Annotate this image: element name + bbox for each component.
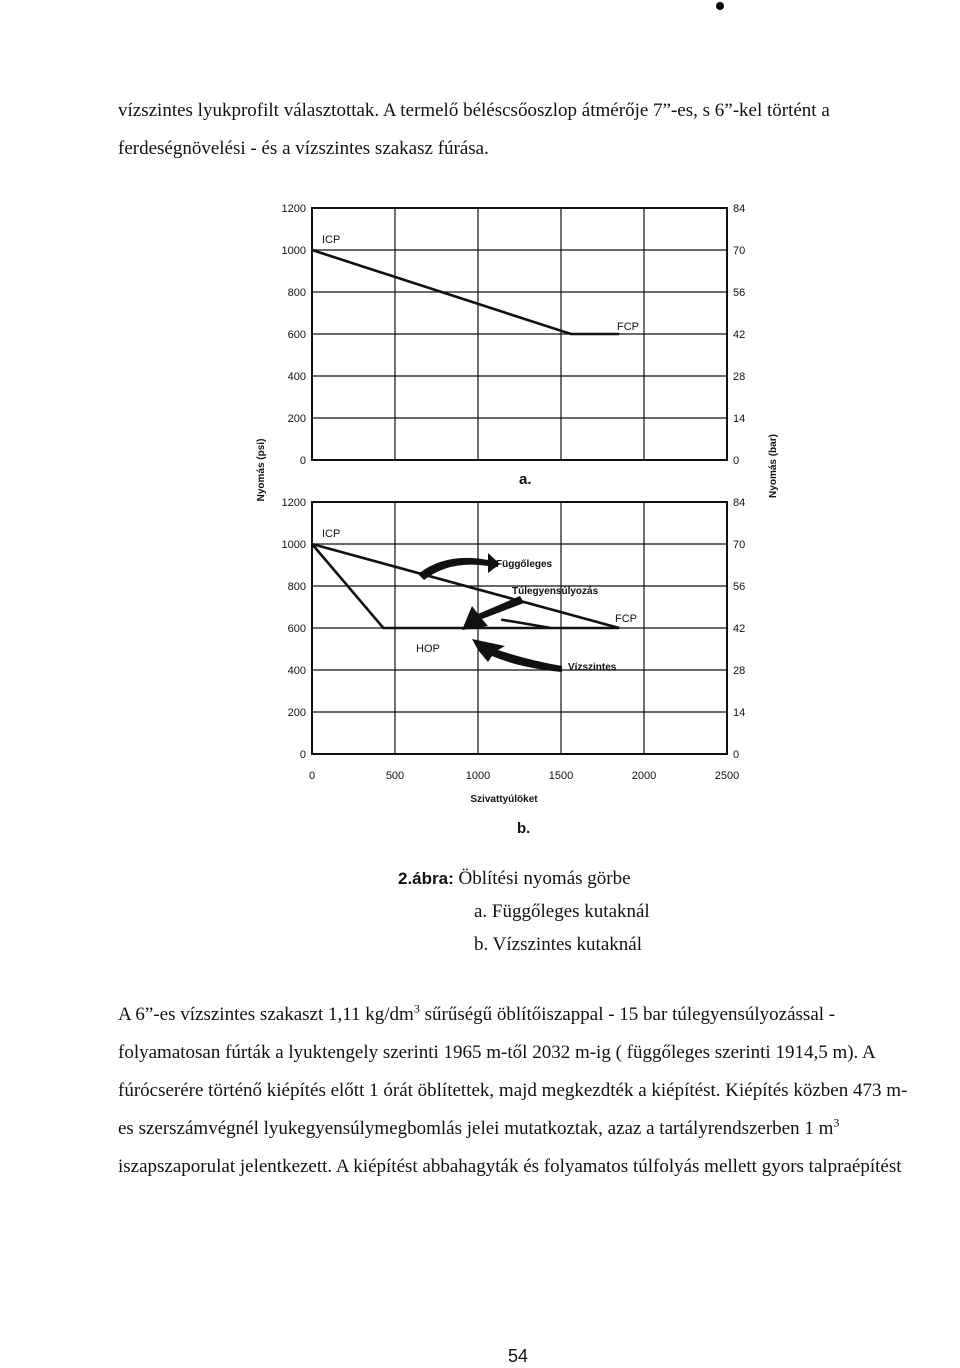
body-line-4: [118, 1110, 936, 1148]
chart-b-xtick: 2500: [714, 770, 740, 782]
caption-line-b: b. Vízszintes kutaknál: [474, 934, 642, 955]
body-line-3: fúrócserére történő kiépítés előtt 1 órát öblítettek, majd megkezdték a kiépítést. Kiépítés közben 473 m-: [118, 1080, 908, 1101]
chart-b-ytick-left: 200: [287, 707, 306, 719]
body-line-1: [118, 996, 936, 1034]
body-line-1b: sűrűségű öblítőiszappal - 15 bar túlegyensúlyozással -: [419, 1004, 836, 1025]
chart-b-icp-label: ICP: [322, 528, 341, 540]
chart-a-ytick-left: 0: [299, 455, 306, 467]
body-line-4a: es szerszámvégnél lyukegyensúlymegbomlás jelei mutatkoztak, azaz a tartályrendszerben 1 m: [118, 1118, 834, 1139]
superscript-3: 3: [833, 1115, 840, 1130]
arrow-horizontal-icon: [472, 639, 562, 672]
chart-b-ytick-left: 0: [299, 749, 306, 761]
superscript-3: 3: [413, 1001, 420, 1016]
chart-b-ytick-left: 800: [287, 581, 306, 593]
body-line-5: iszapszaporulat jelentkezett. A kiépítést abbahagyták és folyamatos túlfolyás mellett gyors talpraépítést: [118, 1156, 902, 1177]
arrow-overbalance-icon: [462, 596, 524, 630]
chart-a-ytick-right: 56: [733, 287, 746, 299]
chart-b: [282, 497, 746, 837]
chart-b-ytick-left: 1200: [281, 497, 306, 509]
chart-b-ytick-right: 28: [733, 665, 746, 677]
chart-a-ytick-left: 200: [287, 413, 306, 425]
page-number: 54: [508, 1346, 529, 1366]
chart-a-ytick-left: 800: [287, 287, 306, 299]
right-axis-title: Nyomás (bar): [768, 434, 779, 498]
chart-b-xtick: 1500: [548, 770, 574, 782]
chart-a-ytick-left: 600: [287, 329, 306, 341]
caption-line-a: a. Függőleges kutaknál: [474, 901, 650, 922]
chart-a-gridlines: [312, 208, 727, 460]
chart-b-ytick-right: 0: [733, 749, 740, 761]
chart-a: [282, 203, 746, 488]
chart-b-label-vizszintes: Vízszintes: [568, 662, 617, 673]
intro-line-1: vízszintes lyukprofilt választottak. A termelő béléscsőoszlop átmérője 7”-es, s 6”-kel történt a: [118, 100, 830, 121]
chart-a-ytick-right: 0: [733, 455, 740, 467]
chart-b-ytick-right: 42: [733, 623, 746, 635]
chart-b-ytick-right: 56: [733, 581, 746, 593]
chart-a-ytick-right: 14: [733, 413, 746, 425]
chart-a-ytick-right: 70: [733, 245, 746, 257]
chart-b-panel-label: b.: [517, 820, 531, 837]
body-paragraph: [118, 996, 936, 1186]
caption-title: Öblítési nyomás görbe: [453, 868, 631, 889]
caption-lead: 2.ábra:: [398, 869, 454, 888]
chart-b-hop-label: HOP: [416, 643, 440, 655]
chart-b-xtick: 1000: [465, 770, 491, 782]
chart-a-icp-label: ICP: [322, 234, 341, 246]
chart-a-ytick-left: 1000: [281, 245, 306, 257]
chart-b-xtick: 0: [308, 770, 316, 782]
figure-caption: [398, 862, 650, 961]
chart-a-ytick-right: 42: [733, 329, 746, 341]
chart-b-ytick-left: 1000: [281, 539, 306, 551]
chart-b-ytick-right: 14: [733, 707, 746, 719]
chart-b-ytick-right: 84: [733, 497, 746, 509]
left-axis-title: Nyomás (psi): [256, 438, 267, 502]
body-line-2: folyamatosan fúrták a lyuktengely szerinti 1965 m-től 2032 m-ig ( függőleges szerinti 1914,5 m). A: [118, 1042, 876, 1063]
chart-a-fcp-label: FCP: [617, 321, 639, 333]
chart-a-ytick-right: 84: [733, 203, 746, 215]
chart-b-ytick-left: 400: [287, 665, 306, 677]
intro-line-2: ferdeségnövelési - és a vízszintes szakasz fúrása.: [118, 138, 489, 159]
chart-b-label-fuggoleges: Függőleges: [496, 559, 553, 570]
chart-a-panel-label: a.: [519, 471, 532, 488]
chart-a-ytick-right: 28: [733, 371, 746, 383]
chart-a-ytick-left: 400: [287, 371, 306, 383]
chart-b-label-tulegyensulyozas: Túlegyensúlyozás: [512, 586, 599, 597]
chart-b-ytick-right: 70: [733, 539, 746, 551]
chart-b-xtick: 2000: [631, 770, 657, 782]
chart-b-ytick-left: 600: [287, 623, 306, 635]
chart-b-fcp-label: FCP: [615, 613, 637, 625]
chart-b-xtick: 500: [385, 770, 405, 782]
body-line-1a: A 6”-es vízszintes szakaszt 1,11 kg/dm: [118, 1004, 414, 1025]
chart-a-ytick-left: 1200: [281, 203, 306, 215]
chart-b-xlabel: Szivattyúlöket: [470, 794, 538, 805]
